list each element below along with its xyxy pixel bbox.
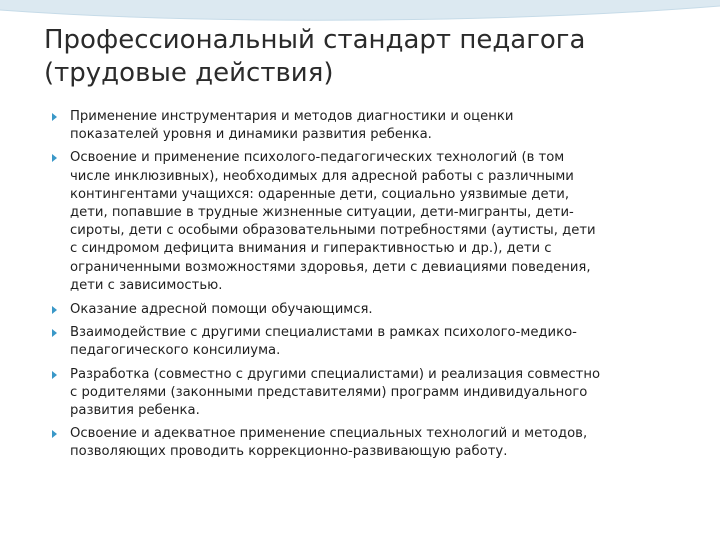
bullet-text-line: числе инклюзивных), необходимых для адресной работы с различными (70, 168, 574, 184)
bullet-item (46, 425, 686, 461)
bullet-text-line: развития ребенка. (70, 403, 200, 419)
bullet-text-line: дети, попавшие в трудные жизненные ситуации, дети-мигранты, дети- (70, 205, 574, 221)
swoosh-shape (0, 0, 720, 20)
slide-title-line-2: (трудовые действия) (44, 58, 334, 88)
bullet-text-line: с синдромом дефицита внимания и гиперактивностью и др.), дети с (70, 241, 552, 257)
triangle-bullet-icon (52, 371, 57, 379)
slide-title-line-1: Профессиональный стандарт педагога (44, 25, 586, 55)
bullet-text-line: контингентами учащихся: одаренные дети, социально уязвимые дети, (70, 186, 570, 202)
bullet-item (46, 324, 686, 360)
bullet-text-line: Оказание адресной помощи обучающимся. (70, 302, 373, 318)
bullet-text-line: педагогического консилиума. (70, 343, 281, 359)
bullet-text-line: с родителями (законными представителями) программ индивидуального (70, 384, 588, 400)
bullet-text-line: показателей уровня и динамики развития ребенка. (70, 127, 432, 143)
bullet-text-line: дети с зависимостью. (70, 277, 223, 293)
triangle-bullet-icon (52, 113, 57, 121)
triangle-bullet-icon (52, 430, 57, 438)
bullet-item (46, 149, 686, 295)
triangle-bullet-icon (52, 154, 57, 162)
bullet-item (46, 108, 686, 144)
labor-actions-list (46, 108, 686, 462)
bullet-text-line: Освоение и применение психолого-педагогических технологий (в том (70, 150, 565, 166)
bullet-text-line: Разработка (совместно с другими специалистами) и реализация совместно (70, 366, 601, 382)
bullet-text-line: Освоение и адекватное применение специальных технологий и методов, (70, 426, 588, 442)
bullet-text-line: Применение инструментария и методов диагностики и оценки (70, 109, 514, 124)
slide-title (44, 24, 684, 90)
bullet-text-line: ограниченными возможностями здоровья, дети с девиациями поведения, (70, 259, 591, 275)
triangle-bullet-icon (52, 329, 57, 337)
bullet-item (46, 301, 686, 319)
bullet-text-line: сироты, дети с особыми образовательными потребностями (аутисты, дети (70, 223, 596, 239)
bullet-text-line: Взаимодействие с другими специалистами в рамках психолого-медико- (70, 325, 577, 341)
triangle-bullet-icon (52, 306, 57, 314)
bullet-text-line: позволяющих проводить коррекционно-развивающую работу. (70, 444, 508, 460)
bullet-item (46, 366, 686, 421)
